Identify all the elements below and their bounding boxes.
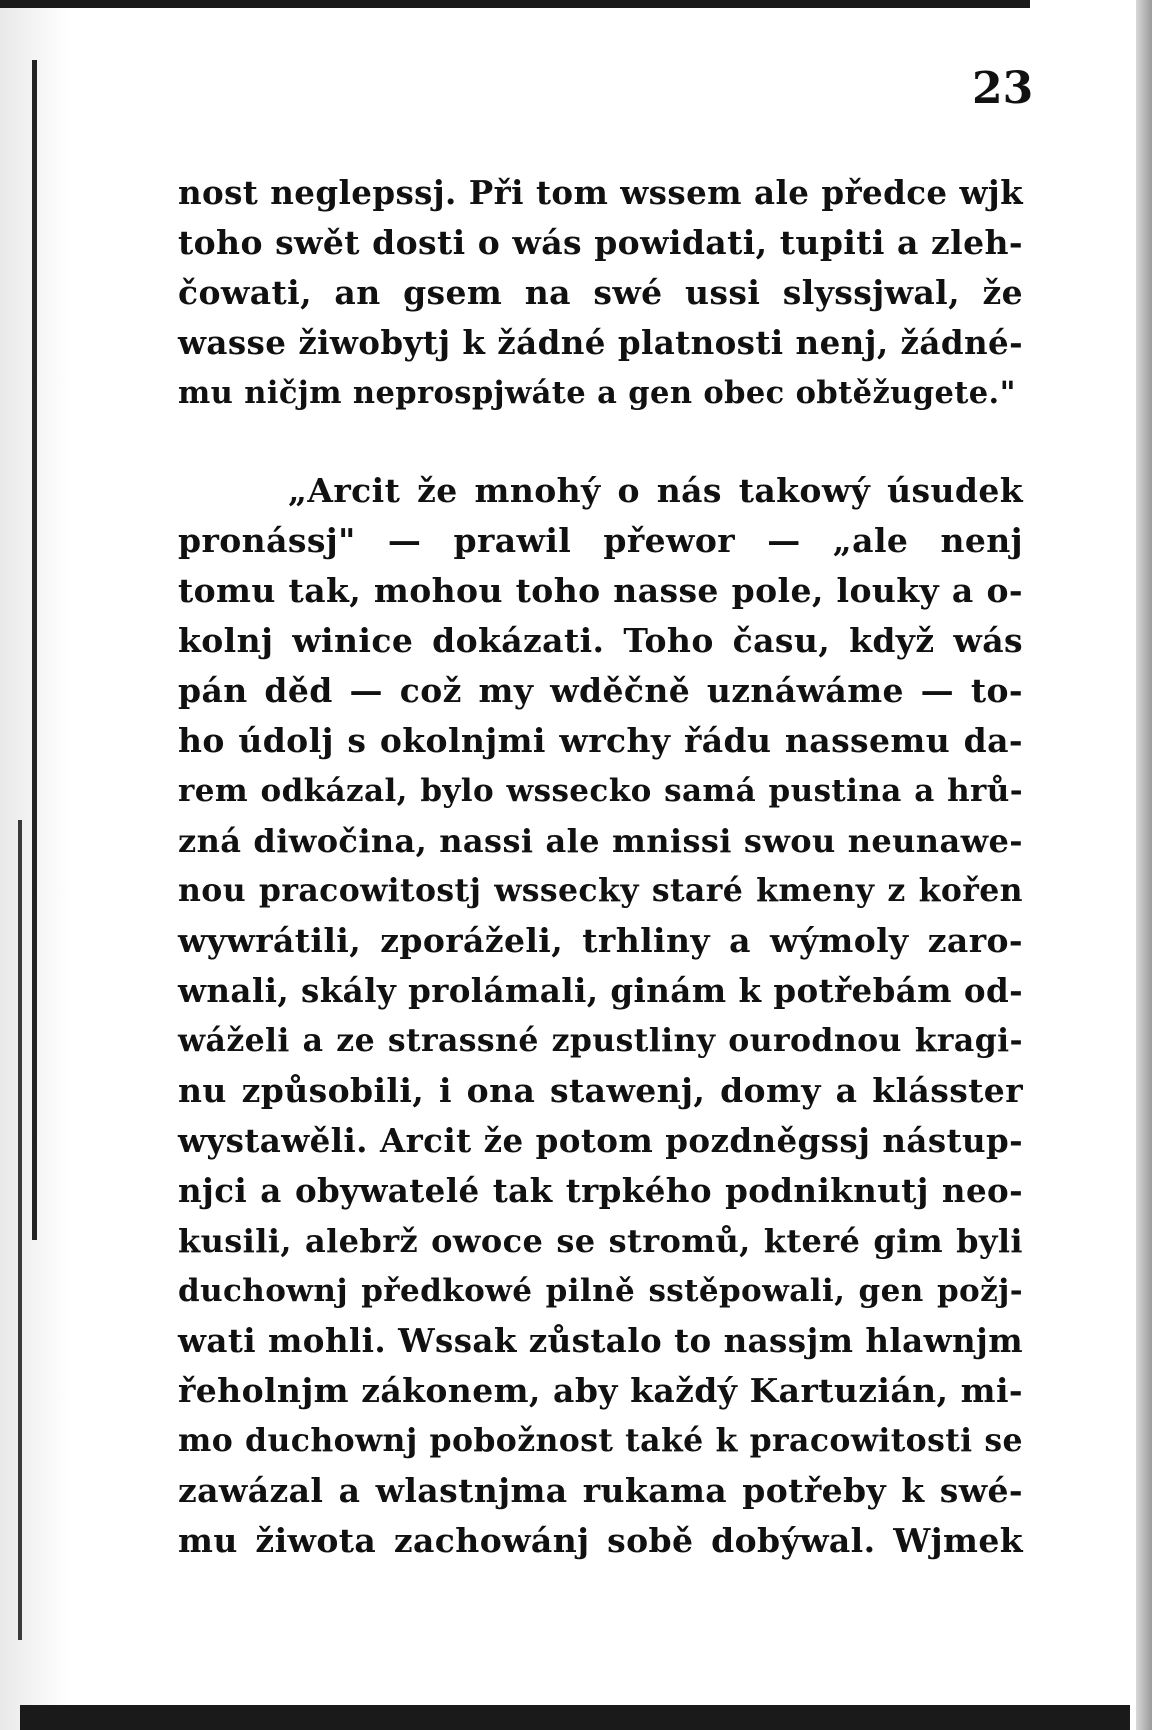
text-line: wnali, skály prolámali, ginám k potřebám od- bbox=[178, 971, 1023, 1010]
paragraph-gap bbox=[178, 418, 1023, 466]
text-line: wati mohli. Wssak zůstalo to nassjm hlawnjm bbox=[178, 1321, 1023, 1360]
text-line: kusili, alebrž owoce se stromů, které gim byli bbox=[178, 1222, 1023, 1260]
scan-binding-line bbox=[32, 60, 37, 1240]
text-line: ho údolj s okolnjmi wrchy řádu nassemu da- bbox=[178, 721, 1023, 760]
text-line: njci a obywatelé tak trpkého podniknutj neo- bbox=[178, 1171, 1023, 1210]
text-line: rem odkázal, bylo wssecko samá pustina a hrů- bbox=[178, 773, 1023, 809]
text-line: nu způsobili, i ona stawenj, domy a klásster bbox=[178, 1071, 1023, 1110]
text-line: wáželi a ze strassné zpustliny ourodnou kragi- bbox=[178, 1022, 1023, 1059]
text-line: „Arcit že mnohý o nás takowý úsudek bbox=[288, 471, 1023, 510]
text-line: zawázal a wlastnjma rukama potřeby k swé- bbox=[178, 1471, 1023, 1510]
scan-right-shadow bbox=[1136, 0, 1152, 1730]
text-line: nou pracowitostj wssecky staré kmeny z kořen bbox=[178, 872, 1023, 909]
paragraph-1 bbox=[178, 168, 1023, 418]
text-line: tomu tak, mohou toho nasse pole, louky a o- bbox=[178, 571, 1023, 610]
text-line: mo duchownj pobožnost také k pracowitosti se bbox=[178, 1422, 1023, 1459]
text-line: kolnj winice dokázati. Toho času, když wás bbox=[178, 621, 1023, 660]
page-number: 23 bbox=[972, 63, 1034, 114]
text-line: zná diwočina, nassi ale mnissi swou neunawe- bbox=[178, 822, 1023, 860]
text-line: wywrátili, zporáželi, trhliny a wýmoly zaro- bbox=[178, 921, 1023, 960]
text-line: toho swět dosti o wás powidati, tupiti a zleh- bbox=[178, 223, 1023, 262]
scan-binding-line-lower bbox=[18, 820, 22, 1640]
text-line: mu ničjm neprospjwáte a gen obec obtěžugete." bbox=[178, 375, 1016, 411]
scan-bottom-border bbox=[20, 1705, 1130, 1730]
text-line: duchownj předkowé pilně sstěpowali, gen požj- bbox=[178, 1273, 1023, 1309]
text-line: pán děd — což my wděčně uznáwáme — to- bbox=[178, 671, 1023, 710]
text-line: wystawěli. Arcit že potom pozdněgssj nástup- bbox=[178, 1121, 1023, 1160]
scan-top-border bbox=[0, 0, 1030, 8]
text-line: nost neglepssj. Při tom wssem ale předce wjk bbox=[178, 173, 1023, 212]
text-line: řeholnjm zákonem, aby každý Kartuzián, mi- bbox=[178, 1371, 1023, 1410]
body-text bbox=[178, 168, 1023, 1566]
text-line: mu žiwota zachowánj sobě dobýwal. Wjmek bbox=[178, 1521, 1023, 1560]
text-line: pronássj" — prawil přewor — „ale nenj bbox=[178, 521, 1023, 560]
paragraph-2 bbox=[178, 466, 1023, 1566]
text-line: wasse žiwobytj k žádné platnosti nenj, žádné- bbox=[178, 323, 1023, 362]
text-line: čowati, an gsem na swé ussi slyssjwal, že bbox=[178, 273, 1023, 312]
